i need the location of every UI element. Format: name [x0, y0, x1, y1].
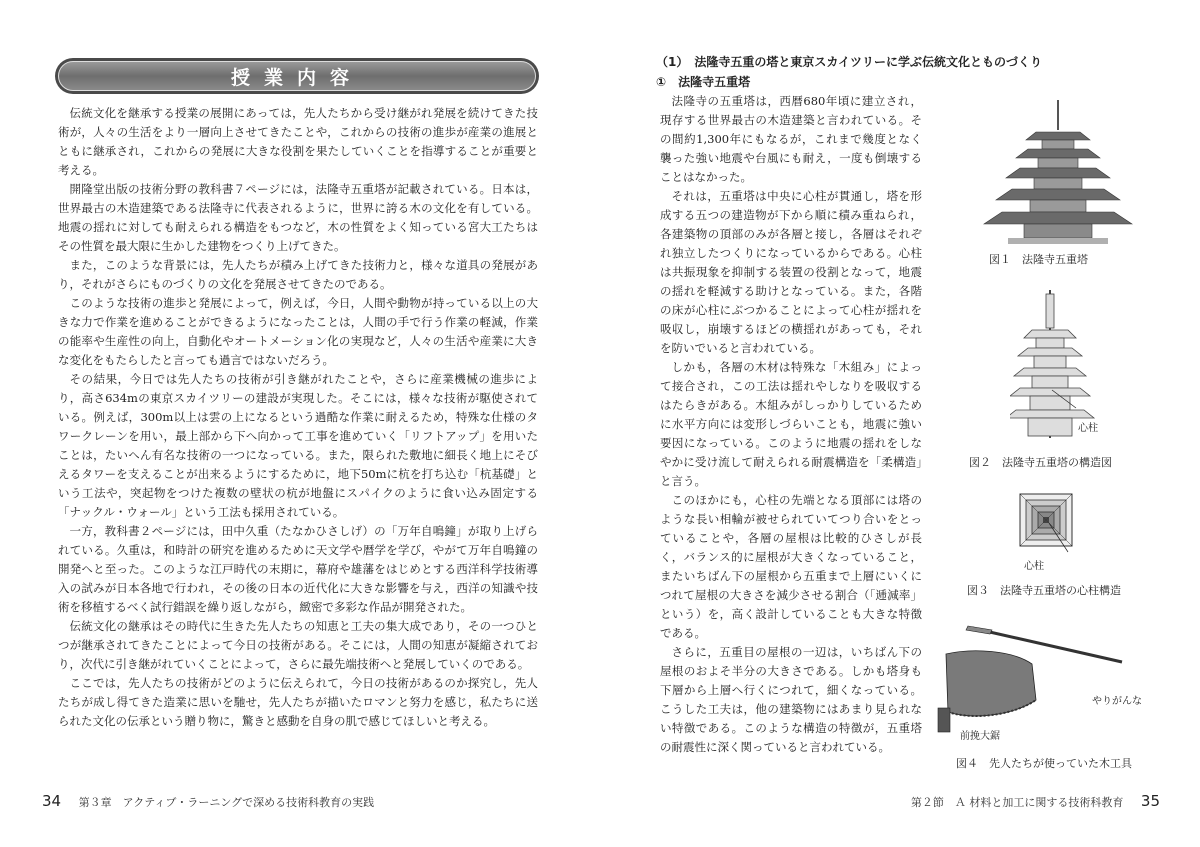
left-footer — [42, 792, 374, 810]
right-footer — [911, 792, 1160, 810]
pagoda-photo-figure — [978, 96, 1138, 246]
figure-caption: 図１ 法隆寺五重塔 — [989, 253, 1088, 266]
left-body-text — [58, 104, 538, 731]
shinbashira-label: 心柱 — [1078, 423, 1098, 434]
page-number: 34 — [42, 792, 62, 810]
section-title: 第２節 Ａ 材料と加工に関する技術科教育 — [910, 796, 1124, 809]
woodworking-tools-figure — [932, 620, 1132, 740]
paragraph: ここでは，先人たちの技術がどのように伝えられて，今日の技術があるのか探究し，先人たちが成し得てきた造業に思いを馳せ，先人たちが描いたロマンと努力を感じ，私たちに送られた文化の伝承という贈り物に，驚きと感動を自身の肌で感じてほしいと考える。 — [58, 676, 538, 728]
section-banner — [55, 58, 539, 94]
spear-plane-label: やりがんな — [1092, 696, 1142, 707]
paragraph: 開隆堂出版の技術分野の教科書７ページには，法隆寺五重塔が記載されている。日本は，世界最古の木造建築である法隆寺に代表されるように，世界に誇る木の文化を有している。地震の揺れに対しても耐えられる構造をもつなど，木の性質をよく知っている宮大工たちはその性質を最大限に生かした建物をつくり上げてきた。 — [58, 182, 538, 253]
paragraph: しかも，各層の木材は特殊な「木組み」によって接合され，この工法は揺れやしなりを吸収するはたらきがある。木組みがしっかりしているために水平方向には変形しづらいことも，地震に強い要因になっている。このように地震の揺れをしなやかに受け流して耐えられる耐震構造を「柔構造」と言う。 — [660, 360, 922, 488]
paragraph: それは，五重塔は中央に心柱が貫通し，塔を形成する五つの建造物が下から順に積み重ねられ，各建築物の頂部のみが各層と接し，各層はそれぞれ独立したつくりになっているからである。心柱は共振現象を抑制する装置の役割となって，地震の揺れを軽減する助けとなっている。また，各階の床が心柱にぶつかることによって心柱が揺れを吸収し，崩壊するほどの横揺れがあっても，それを防いでいると言われている。 — [660, 189, 922, 355]
banner-title: 授業内容 — [230, 66, 363, 89]
shinbashira-label: 心柱 — [1024, 561, 1044, 572]
figure-caption: 図４ 先人たちが使っていた木工具 — [956, 757, 1132, 770]
figure-caption: 図３ 法隆寺五重塔の心柱構造 — [967, 584, 1121, 597]
pagoda-structure-diagram — [1010, 290, 1110, 440]
paragraph: 一方，教科書２ページには，田中久重（たなかひさしげ）の「万年自鳴鐘」が取り上げられている。久重は，和時計の研究を進めるために天文学や暦学を学び，やがて万年自鳴鐘の開発へと至った。このような江戸時代の末期に，幕府や雄藩をはじめとする西洋科学技術導入の試みが日本各地で行われ，その後の日本の近代化に大きな影響を与え，西洋の知識や技術を移植するべく試行錯誤を繰り返しながら，緻密で多彩な作品が開発された。 — [58, 524, 538, 614]
paragraph: その結果，今日では先人たちの技術が引き継がれたことや，さらに産業機械の進歩により，高さ634mの東京スカイツリーの建設が実現した。そこには，様々な技術が駆使されている。例えば，300m以上は雲の上になるという過酷な作業に耐えるため，特殊な仕様のタワークレーンを用い，最上部から下へ向かって工事を進めていく「リフトアップ」を用いたことは，たいへん有名な技術の一つになっている。また，限られた敷地に細長く地上にそびえるタワーを支えることが出来るようにするために，地下50mに杭を打ち込む「杭基礎」という工法や，突起物をつけた複数の壁状の杭が地盤にスパイクのように食い込み固定する「ナックル・ウォール」という工法も採用されている。 — [58, 372, 538, 519]
right-page — [600, 0, 1200, 847]
right-body-text — [660, 92, 922, 757]
section-heading: （1） 法隆寺五重の塔と東京スカイツリーに学ぶ伝統文化とものづくり — [656, 55, 1042, 69]
paragraph: このほかにも，心柱の先端となる頂部には塔のような長い相輪が被せられていてつり合いをとっていることや，各層の屋根は比較的ひさしが長く，バランス的に屋根が大きくなっていること，またいちばん下の屋根から五重まで上層にいくにつれて屋根の大きさを減少させる割合（「逓減率」という）を，高く設計していることも大きな特徴である。 — [660, 493, 922, 640]
saw-label: 前挽大鋸 — [960, 731, 1000, 742]
chapter-title: 第３章 アクティブ・ラーニングで深める技術科教育の実践 — [78, 796, 375, 809]
figure-caption: 図２ 法隆寺五重塔の構造図 — [969, 456, 1112, 469]
subsection-heading: ① 法隆寺五重塔 — [656, 75, 751, 89]
paragraph: 伝統文化を継承する授業の展開にあっては，先人たちから受け継がれ発展を続けてきた技術が，人々の生活をより一層向上させてきたことや，これからの技術の進歩が産業の進展とともに継承され，これからの発展に大きな役割を果たしていくことを指導することが重要と考える。 — [58, 106, 538, 177]
pillar-structure-diagram — [1018, 492, 1088, 554]
page-number: 35 — [1140, 792, 1160, 810]
paragraph: 法隆寺の五重塔は，西暦680年頃に建立され，現存する世界最古の木造建築と言われている。その間約1,300年にもなるが，これまで幾度となく襲った強い地震や台風にも耐え，一度も倒壊することはなかった。 — [660, 94, 922, 184]
paragraph: 伝統文化の継承はその時代に生きた先人たちの知恵と工夫の集大成であり，その一つひとつが継承されてきたことによって今日の技術がある。そこには，人間の知恵が凝縮されており，次代に引き継がれていくことによって，さらに最先端技術へと発展していくのである。 — [58, 619, 538, 671]
paragraph: また，このような背景には，先人たちが積み上げてきた技術力と，様々な道具の発展があり，それがさらにものづくりの文化を発展させてきたのである。 — [58, 258, 538, 291]
paragraph: さらに，五重目の屋根の一辺は，いちばん下の屋根のおよそ半分の大きさである。しかも塔身も下層から上層へ行くにつれて，細くなっている。こうした工夫は，他の建築物にはあまり見られない特徴である。このような構造の特徴が，五重塔の耐震性に深く関っていると言われている。 — [660, 645, 922, 754]
paragraph: このような技術の進歩と発展によって，例えば，今日，人間や動物が持っている以上の大きな力で作業を進めることができるようになったことは，人間の手で行う作業の軽減，作業の能率や生産性の向上，自動化やオートメーション化の実現など，人々の生活や産業に大きな変化をもたらしたと言っても過言ではないだろう。 — [58, 296, 538, 367]
